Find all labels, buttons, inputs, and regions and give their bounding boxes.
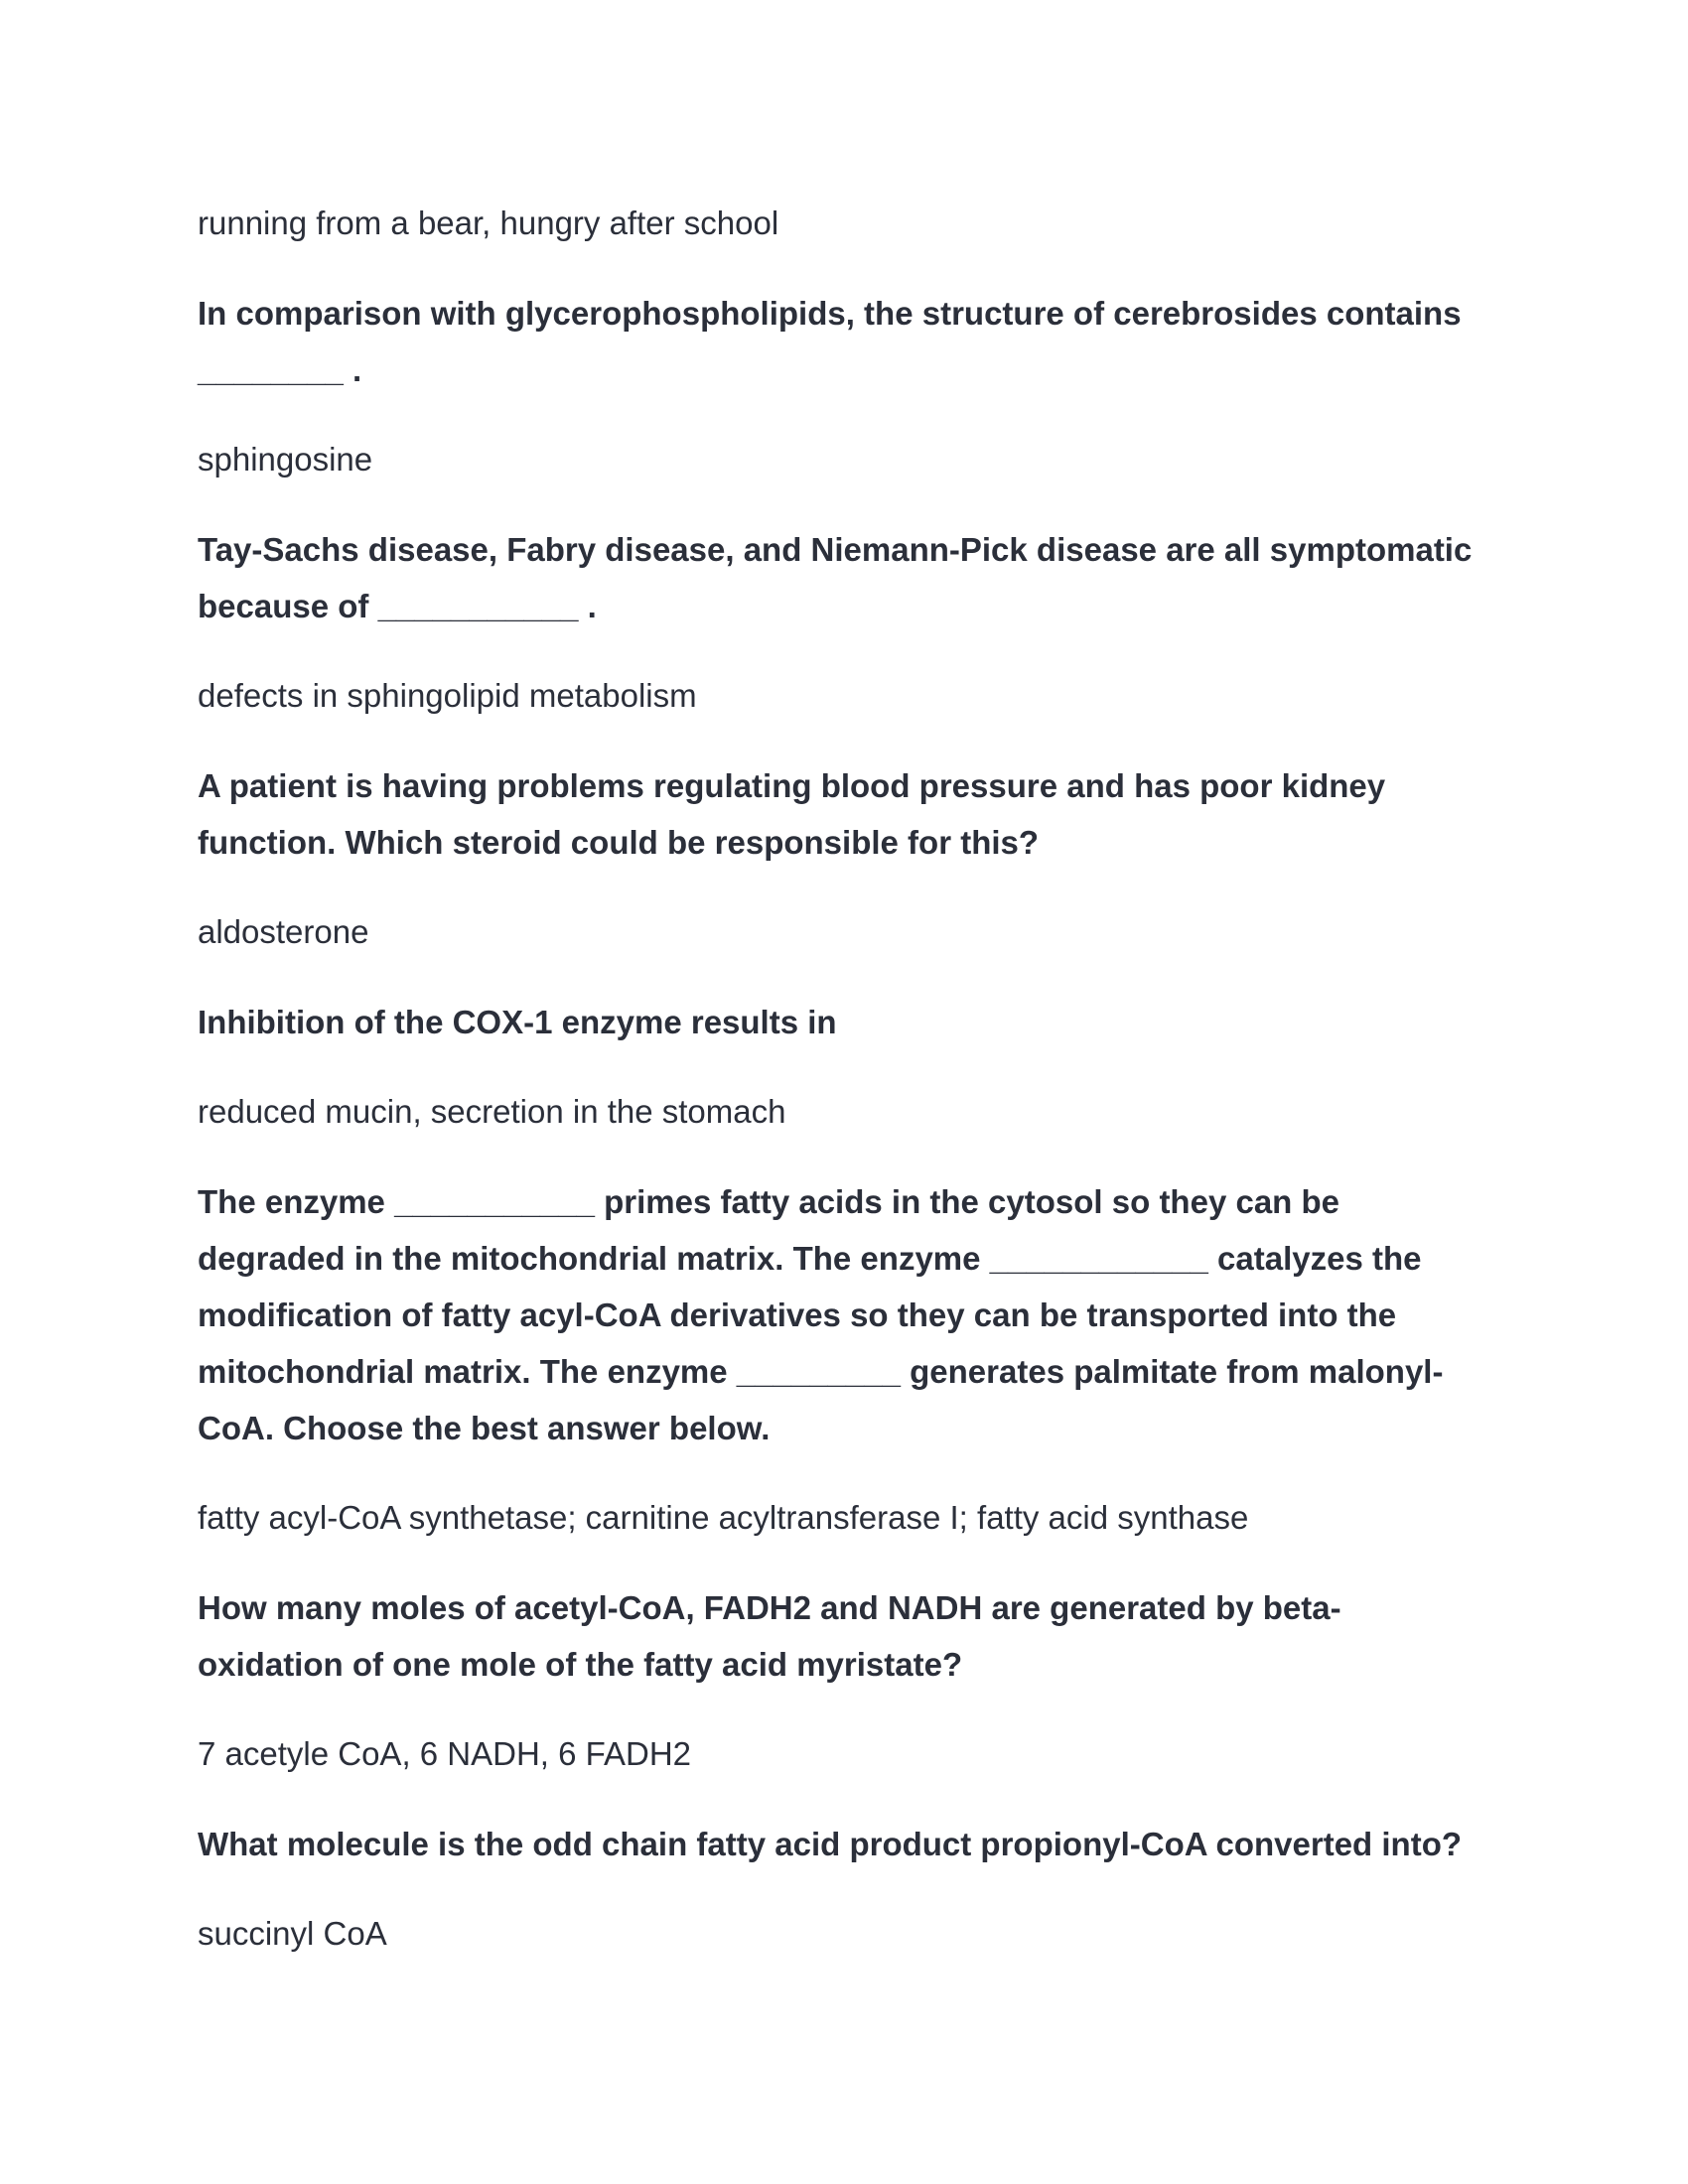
question-text: A patient is having problems regulating blood pressure and has poor kidney function. Which steroid could be responsible for this? bbox=[198, 767, 1386, 861]
answer-text: sphingosine bbox=[198, 441, 373, 478]
answer-text: aldosterone bbox=[198, 913, 369, 950]
answer-text: reduced mucin, secretion in the stomach bbox=[198, 1093, 786, 1130]
question-text: In comparison with glycerophospholipids, the structure of cerebrosides contains ________ . bbox=[198, 295, 1462, 388]
question-text: Tay-Sachs disease, Fabry disease, and Niemann-Pick disease are all symptomatic because of ___________ . bbox=[198, 531, 1473, 624]
answer-text: fatty acyl-CoA synthetase; carnitine acyltransferase I; fatty acid synthase bbox=[198, 1499, 1249, 1536]
question-text: How many moles of acetyl-CoA, FADH2 and NADH are generated by beta- oxidation of one mole of the fatty acid myristate? bbox=[198, 1589, 1341, 1683]
question-text: Inhibition of the COX-1 enzyme results in bbox=[198, 1004, 837, 1040]
document-page bbox=[198, 195, 1508, 1963]
answer-text: defects in sphingolipid metabolism bbox=[198, 677, 697, 714]
answer-text: running from a bear, hungry after school bbox=[198, 205, 779, 241]
answer-text: succinyl CoA bbox=[198, 1915, 387, 1952]
question-text: The enzyme ___________ primes fatty acids in the cytosol so they can be degraded in the mitochondrial matrix. The enzyme ____________ catalyzes the modification of fatty acyl-CoA derivatives so they can be transported into the mitochondrial matrix. The enzyme _________ generates palmitate from malonyl- CoA. Choose the best answer below. bbox=[198, 1183, 1444, 1446]
answer-text: 7 acetyle CoA, 6 NADH, 6 FADH2 bbox=[198, 1735, 692, 1772]
question-text: What molecule is the odd chain fatty acid product propionyl-CoA converted into? bbox=[198, 1826, 1463, 1862]
